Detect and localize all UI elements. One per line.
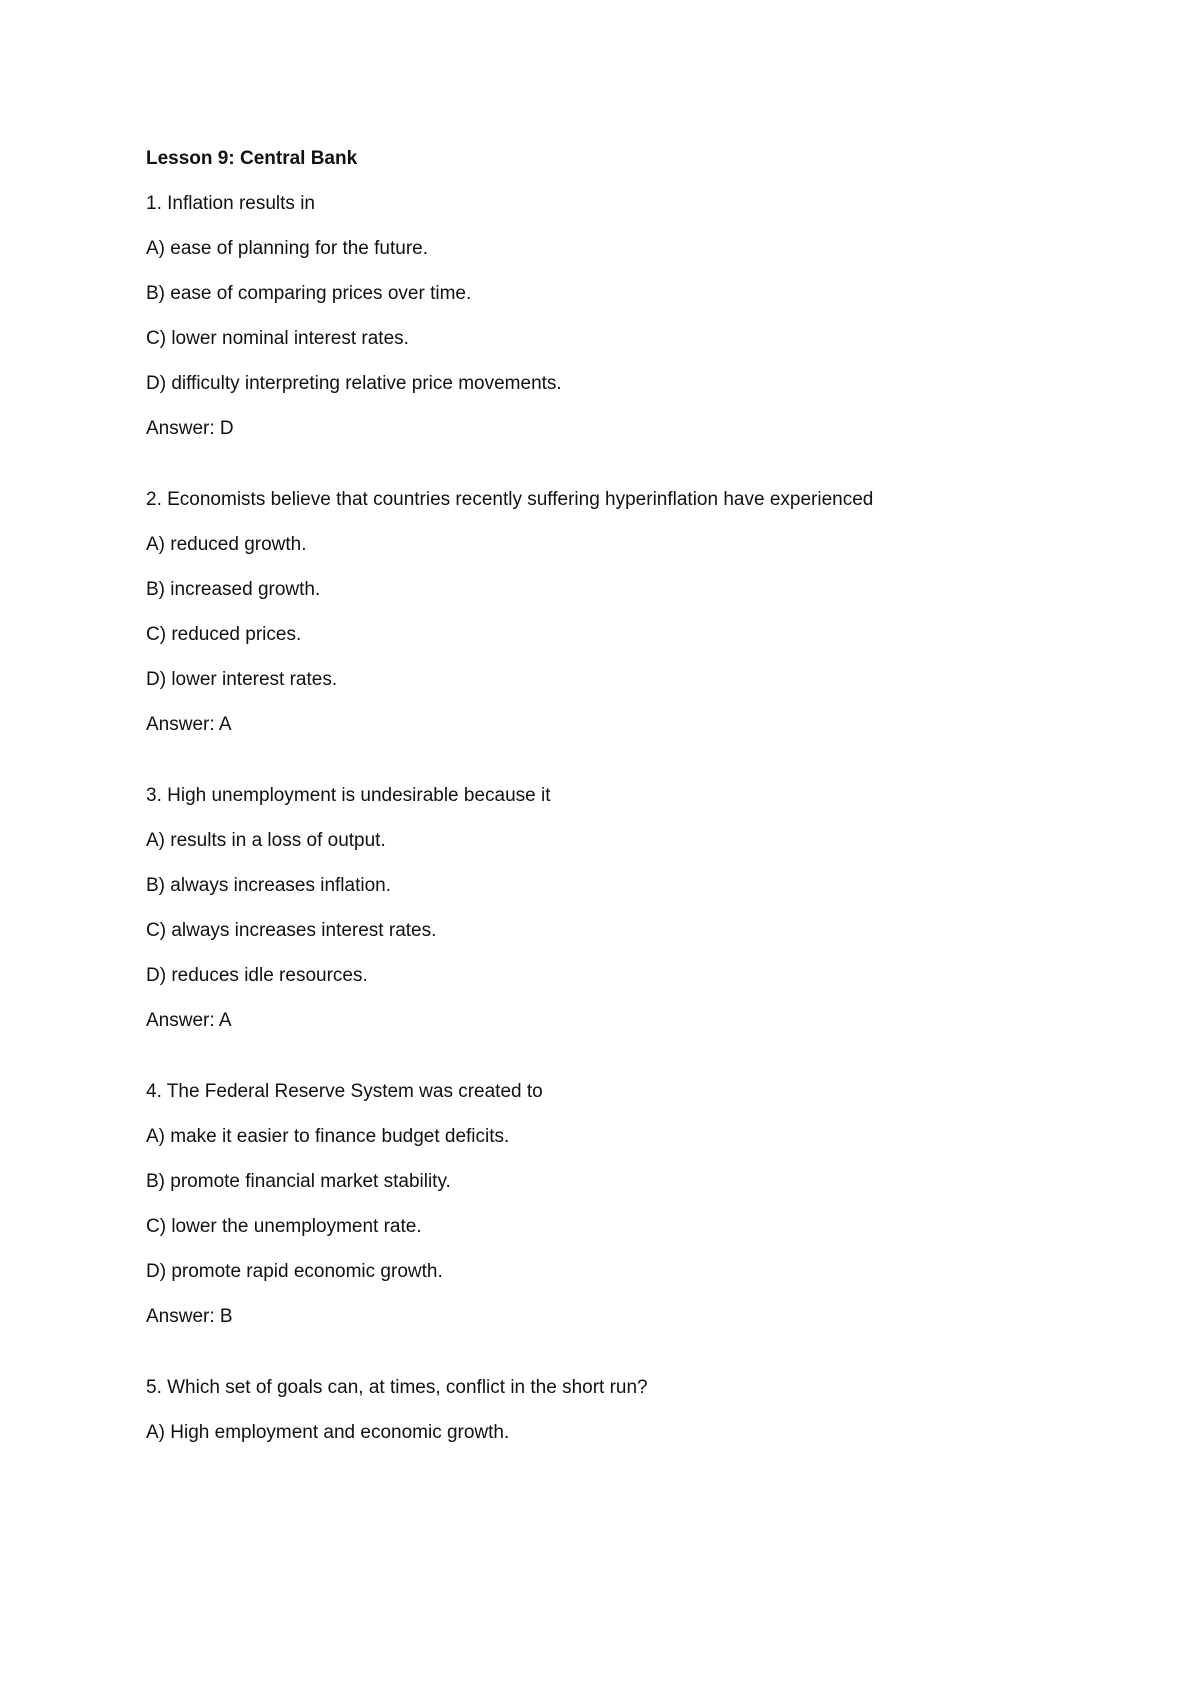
question-2: [146, 487, 1106, 737]
question-1-option-b: B) ease of comparing prices over time.: [146, 283, 472, 304]
question-2-answer: Answer: A: [146, 714, 232, 735]
document-content: [146, 146, 1106, 1491]
question-5-prompt: 5. Which set of goals can, at times, conflict in the short run?: [146, 1377, 648, 1398]
question-4-option-d: D) promote rapid economic growth.: [146, 1261, 443, 1282]
question-3-answer: Answer: A: [146, 1010, 232, 1031]
question-1-prompt: 1. Inflation results in: [146, 193, 315, 214]
question-4-option-b: B) promote financial market stability.: [146, 1171, 451, 1192]
question-2-option-c: C) reduced prices.: [146, 624, 302, 645]
question-5: [146, 1375, 1106, 1445]
question-3-option-a: A) results in a loss of output.: [146, 830, 386, 851]
question-1-answer: Answer: D: [146, 418, 234, 439]
question-3: [146, 783, 1106, 1033]
question-4-prompt: 4. The Federal Reserve System was created to: [146, 1081, 543, 1102]
question-4: [146, 1079, 1106, 1329]
question-4-answer: Answer: B: [146, 1306, 233, 1327]
question-3-option-c: C) always increases interest rates.: [146, 920, 437, 941]
question-2-option-a: A) reduced growth.: [146, 534, 307, 555]
question-2-prompt: 2. Economists believe that countries recently suffering hyperinflation have experienced: [146, 489, 874, 510]
question-4-option-a: A) make it easier to finance budget deficits.: [146, 1126, 510, 1147]
question-3-option-b: B) always increases inflation.: [146, 875, 391, 896]
question-3-option-d: D) reduces idle resources.: [146, 965, 368, 986]
question-4-option-c: C) lower the unemployment rate.: [146, 1216, 422, 1237]
question-3-prompt: 3. High unemployment is undesirable because it: [146, 785, 551, 806]
question-2-option-d: D) lower interest rates.: [146, 669, 338, 690]
question-1-option-a: A) ease of planning for the future.: [146, 238, 429, 259]
question-1-option-d: D) difficulty interpreting relative price movements.: [146, 373, 562, 394]
question-5-option-a: A) High employment and economic growth.: [146, 1422, 510, 1443]
question-1-option-c: C) lower nominal interest rates.: [146, 328, 409, 349]
question-1: [146, 191, 1106, 441]
question-2-option-b: B) increased growth.: [146, 579, 321, 600]
document-title: Lesson 9: Central Bank: [146, 148, 358, 169]
